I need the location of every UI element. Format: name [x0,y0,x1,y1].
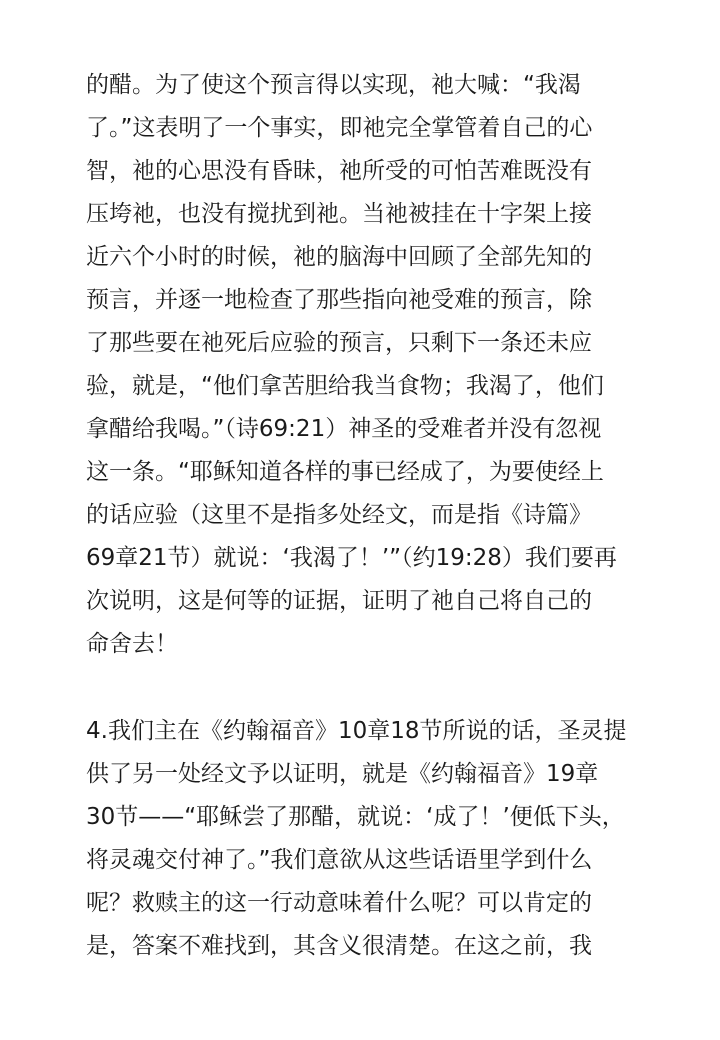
text-line: 4.我们主在《约翰福音》10章18节所说的话，圣灵提 [86,718,627,744]
text-line: 拿醋给我喝。”（诗69:21）神圣的受难者并没有忽视 [86,416,602,442]
text-line: 了那些要在祂死后应验的预言，只剩下一条还未应 [86,330,592,356]
text-line: 30节——“耶稣尝了那醋，就说：‘成了！’便低下头， [86,804,625,830]
text-line: 次说明，这是何等的证据，证明了祂自己将自己的 [86,588,592,614]
text-line: 预言，并逐一地检查了那些指向祂受难的预言，除 [86,287,592,313]
paragraph-1 [86,64,646,666]
paragraph-2 [86,710,646,968]
text-line: 将灵魂交付神了。”我们意欲从这些话语里学到什么 [86,847,593,873]
text-line: 近六个小时的时候，祂的脑海中回顾了全部先知的 [86,244,592,270]
text-line: 的话应验（这里不是指多处经文，而是指《诗篇》 [86,502,592,528]
text-line: 压垮祂，也没有搅扰到祂。当祂被挂在十字架上接 [86,201,592,227]
text-line: 验，就是，“他们拿苦胆给我当食物；我渴了，他们 [86,373,604,399]
text-line: 命舍去！ [86,631,178,657]
text-line: 的醋。为了使这个预言得以实现，祂大喊：“我渴 [86,72,581,98]
text-line: 了。”这表明了一个事实，即祂完全掌管着自己的心 [86,115,593,141]
text-line: 这一条。“耶稣知道各样的事已经成了，为要使经上 [86,459,604,485]
text-line: 供了另一处经文予以证明，就是《约翰福音》19章 [86,761,599,787]
text-line: 呢？救赎主的这一行动意味着什么呢？可以肯定的 [86,890,592,916]
text-line: 是，答案不难找到，其含义很清楚。在这之前，我 [86,933,592,959]
text-line: 69章21节）就说：‘我渴了！’”（约19:28）我们要再 [86,545,617,571]
text-line: 智，祂的心思没有昏昧，祂所受的可怕苦难既没有 [86,158,592,184]
